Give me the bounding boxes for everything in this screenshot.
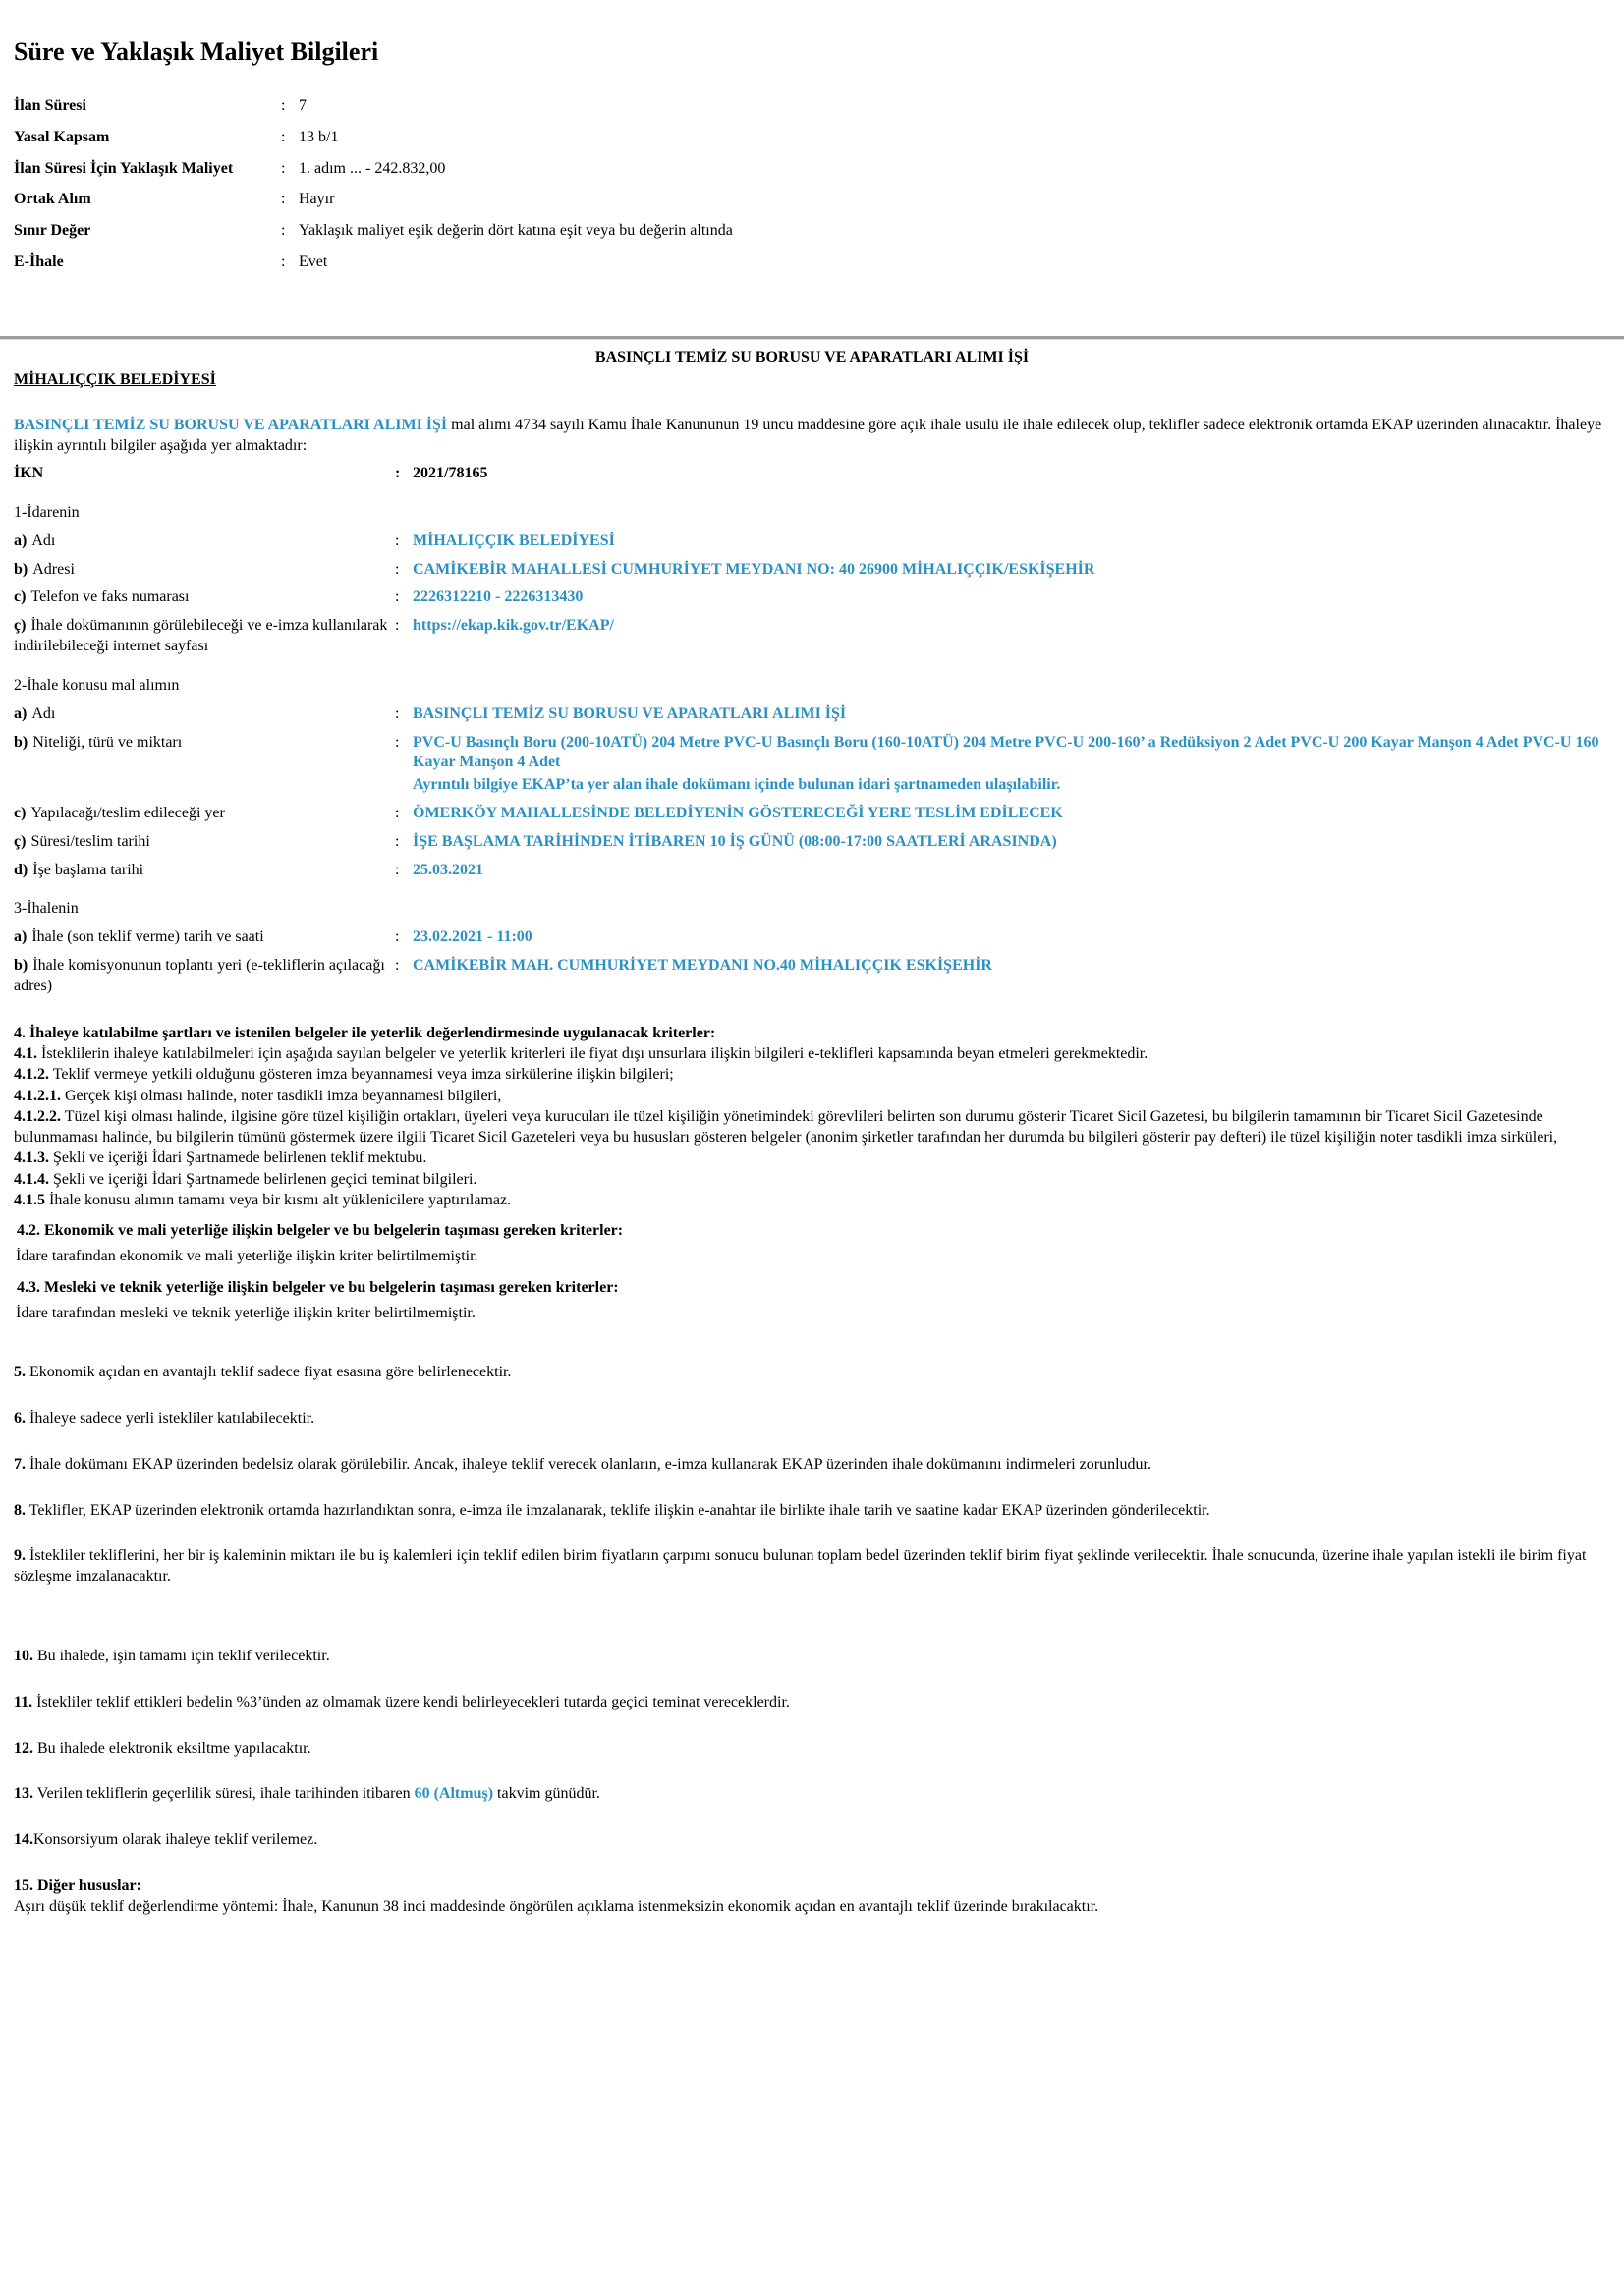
row-letter: ç) [14,617,27,635]
row-value: 7 [299,97,307,114]
colon-separator: : [395,704,400,722]
clause-4-1 [14,1043,1610,1064]
row-label-text: Niteliği, türü ve miktarı [32,733,183,751]
section4-heading: 4. İhaleye katılabilme şartları ve istenilen belgeler ile yeterlik değerlendirmesinde uygulanacak kriterler: [14,1024,716,1041]
colon-separator: : [281,128,286,145]
paragraph-text: İstekliler teklif ettikleri bedelin %3’ünden az olmamak üzere kendi belirleyecekleri tutarda geçici teminat vereceklerdir. [32,1693,790,1710]
row-label-text: Süresi/teslim tarihi [30,832,150,850]
row-letter: b) [14,733,28,751]
row-value: 13 b/1 [299,128,339,145]
paragraph-text: Bu ihalede, işin tamamı için teklif verilecektir. [33,1647,330,1664]
cost-row-ortak-alim [14,190,1610,210]
row-telefon-faks [14,588,1610,608]
paragraph-number: 6. [14,1410,26,1427]
clause-text: İhale konusu alımın tamamı veya bir kısmı alt yüklenicilere yaptırılamaz. [45,1191,512,1208]
row-label [14,861,395,881]
row-teslim-yeri [14,804,1610,824]
paragraph-text: takvim günüdür. [493,1785,600,1803]
clause-number: 4.1.2.1. [14,1087,61,1104]
row-label-text: Adresi [32,560,75,578]
row-label [14,956,395,997]
cost-row-ilan-suresi [14,96,1610,117]
section-idarenin [14,504,1610,657]
paragraph-number: 14. [14,1831,33,1849]
cost-row-e-ihale [14,252,1610,273]
clause-4-3-heading: 4.3. Mesleki ve teknik yeterliğe ilişkin belgeler ve bu belgelerin taşıması gereken kriterler: [17,1278,619,1296]
section-heading: 2-İhale konusu mal alımın [14,676,180,694]
colon-separator: : [395,957,400,975]
clause-4-2-text: İdare tarafından ekonomik ve mali yeterliğe ilişkin kriter belirtilmemiştir. [16,1248,478,1265]
row-label-text: Adı [31,532,56,549]
notice-title: BASINÇLI TEMİZ SU BORUSU VE APARATLARI ALIMI İŞİ [594,348,1030,365]
paragraph-number: 12. [14,1739,33,1757]
row-komisyon-toplanti-yeri [14,956,1610,997]
paragraph-text: İhale dokümanı EKAP üzerinden bedelsiz olarak görülebilir. Ancak, ihaleye teklif verecek olanların, e-imza kullanarak EKAP üzerinden ihale dokümanını indirmeleri zorunludur. [26,1455,1151,1473]
colon-separator: : [281,222,286,240]
row-value: Evet [299,252,328,270]
paragraph-6 [14,1409,1610,1429]
cost-info-section [14,37,1610,273]
ekap-url: https://ekap.kik.gov.tr/EKAP/ [413,617,614,635]
colon-separator: : [395,560,400,578]
colon-separator: : [395,832,400,850]
paragraph-text: Verilen tekliflerin geçerlilik süresi, ihale tarihinden itibaren [33,1785,415,1803]
clause-text: Şekli ve içeriği İdari Şartnamede belirlenen geçici teminat bilgileri. [49,1170,477,1188]
validity-days-highlight: 60 (Altmuş) [414,1785,494,1803]
paragraph-text: Teklifler, EKAP üzerinden elektronik ortamda hazırlandıktan sonra, e-imza ile imzalanarak, teklife ilişkin e-anahtar ile birlikte ihale tarih ve saatine kadar EKAP üzerinden gönderilecektir. [26,1501,1210,1519]
clause-number: 4.1. [14,1045,37,1063]
paragraph-14 [14,1830,1610,1851]
row-suresi-teslim-tarihi [14,832,1610,853]
colon-separator: : [395,804,400,821]
clause-4-1-2-1 [14,1086,1610,1106]
row-value: Hayır [299,191,335,208]
section-heading: 1-İdarenin [14,503,80,521]
row-label: Sınır Değer [14,222,91,240]
row-letter: a) [14,928,28,946]
row-value: 25.03.2021 [413,861,483,878]
colon-separator: : [281,97,286,114]
row-label [14,704,395,725]
colon-separator: : [395,532,400,549]
agency-line [14,366,1610,389]
colon-separator: : [395,465,401,481]
row-value-note: Ayrıntılı bilgiye EKAP’ta yer alan ihale dokümanı içinde bulunan idari şartnameden ulaşılabilir. [413,776,1061,794]
row-letter: a) [14,532,28,549]
row-label: Yasal Kapsam [14,128,110,145]
paragraph-9 [14,1546,1610,1588]
clause-4-1-4 [14,1169,1610,1190]
paragraph-10 [14,1647,1610,1667]
paragraph-text: Ekonomik açıdan en avantajlı teklif sadece fiyat esasına göre belirlenecektir. [26,1364,512,1381]
intro-paragraph [14,415,1610,456]
row-adi [14,704,1610,725]
clause-4-1-2 [14,1064,1610,1085]
row-ise-baslama-tarihi [14,861,1610,881]
colon-separator: : [281,191,286,208]
row-dokuman-internet-sayfasi [14,616,1610,657]
row-adi [14,532,1610,552]
paragraph-13 [14,1784,1610,1805]
paragraph-11 [14,1693,1610,1713]
row-value: ÖMERKÖY MAHALLESİNDE BELEDİYENİN GÖSTERECEĞİ YERE TESLİM EDİLECEK [413,804,1063,821]
row-label [14,560,395,581]
clause-4-1-2-2 [14,1106,1610,1148]
clause-text: Tüzel kişi olması halinde, ilgisine göre tüzel kişiliğin ortakları, üyeleri veya kurucuları ile tüzel kişiliğin yönetimindeki görevlileri belirten son durumu gösterir Ticaret Sicil Gazetesi, bu bilgilerin tamamının bir Ticaret Sicil Gazetesinde bulunmaması halinde, bu bilgilerin tümünü göstermek üzere ilgili Ticaret Sicil Gazeteleri veya bu hususları gösteren belgeler (anonim şirketler tarafından her durumda bu bilgileri gösterir pay defteri) ile tüzel kişiliğin noter tasdikli imza sirküleri, [14,1107,1558,1147]
row-letter: d) [14,861,28,878]
paragraph-number: 9. [14,1547,26,1565]
ikn-value: 2021/78165 [413,465,488,481]
paragraph-text: Konsorsiyum olarak ihaleye teklif verilemez. [33,1831,318,1849]
paragraph-5 [14,1363,1610,1383]
row-letter: b) [14,957,28,975]
row-label-text: İhale komisyonunun toplantı yeri (e-tekliflerin açılacağı adres) [14,957,385,994]
row-letter: ç) [14,832,27,850]
clause-number: 4.1.2.2. [14,1107,61,1125]
row-label [14,832,395,853]
row-value: CAMİKEBİR MAHALLESİ CUMHURİYET MEYDANI NO: 40 26900 MİHALIÇÇIK/ESKİŞEHİR [413,560,1095,578]
clause-4-3-text: İdare tarafından mesleki ve teknik yeterliğe ilişkin kriter belirtilmemiştir. [16,1304,476,1321]
row-label-text: İhale (son teklif verme) tarih ve saati [31,928,264,946]
row-letter: c) [14,804,27,821]
clause-number: 4.1.3. [14,1149,49,1167]
row-value: CAMİKEBİR MAH. CUMHURİYET MEYDANI NO.40 MİHALIÇÇIK ESKİŞEHİR [413,957,992,975]
colon-separator: : [281,159,286,177]
colon-separator: : [395,588,400,606]
row-label-text: Adı [31,704,56,722]
colon-separator: : [395,861,400,878]
clause-4-1-3 [14,1148,1610,1168]
row-value [413,733,1610,796]
paragraph-7 [14,1455,1610,1476]
paragraph-number: 5. [14,1364,26,1381]
row-label [14,616,395,657]
row-label [14,733,395,796]
paragraph-number: 10. [14,1647,33,1664]
row-label-text: İşe başlama tarihi [32,861,144,878]
intro-rest: mal alımı 4734 sayılı Kamu İhale Kanununun 19 uncu maddesine göre açık ihale usulü ile ihale edilecek olup, teklifler sadece elektronik ortamda EKAP üzerinden alınacaktır. İhaleye ilişkin ayrıntılı bilgiler aşağıda yer almaktadır: [14,416,1602,454]
row-label: İlan Süresi İçin Yaklaşık Maliyet [14,159,234,177]
cost-row-yaklasik-maliyet [14,159,1610,180]
row-value: Yaklaşık maliyet eşik değerin dört katına eşit veya bu değerin altında [299,222,733,240]
intro-lead: BASINÇLI TEMİZ SU BORUSU VE APARATLARI ALIMI İŞİ [14,416,448,433]
row-niteligi-turu-miktari [14,733,1610,796]
colon-separator: : [395,617,400,635]
clause-4-1-5 [14,1190,1610,1210]
row-label [14,927,395,948]
row-label [14,804,395,824]
row-value: 1. adım ... - 242.832,00 [299,159,446,177]
row-label: E-İhale [14,252,64,270]
row-ihale-tarih-saati [14,927,1610,948]
section-katilabilme-sartlari [14,1023,1610,1323]
colon-separator: : [395,928,400,946]
cost-row-yasal-kapsam [14,128,1610,148]
row-label-text: Yapılacağı/teslim edileceği yer [30,804,225,821]
paragraph-text: Bu ihalede elektronik eksiltme yapılacaktır. [33,1739,311,1757]
row-label-text: Telefon ve faks numarası [30,588,190,606]
clause-number: 4.1.4. [14,1170,49,1188]
row-letter: c) [14,588,27,606]
paragraph-number: 13. [14,1785,33,1803]
row-value: İŞE BAŞLAMA TARİHİNDEN İTİBAREN 10 İŞ GÜNÜ (08:00-17:00 SAATLERİ ARASINDA) [413,832,1057,850]
clause-text: Teklif vermeye yetkili olduğunu gösteren imza beyannamesi veya imza sirkülerine ilişkin bilgileri; [49,1066,674,1084]
cost-info-heading: Süre ve Yaklaşık Maliyet Bilgileri [14,37,379,66]
row-label [14,532,395,552]
row-value: BASINÇLI TEMİZ SU BORUSU VE APARATLARI ALIMI İŞİ [413,704,847,722]
section-ihale-konusu [14,677,1610,881]
paragraph-8 [14,1501,1610,1522]
section-ihalenin [14,900,1610,996]
row-value: 23.02.2021 - 11:00 [413,928,532,946]
colon-separator: : [395,733,400,751]
section-heading: 3-İhalenin [14,900,79,918]
paragraph-number: 7. [14,1455,26,1473]
ikn-row [14,464,1610,484]
row-adresi [14,560,1610,581]
clause-text: Gerçek kişi olması halinde, noter tasdikli imza beyannamesi bilgileri, [61,1087,502,1104]
row-value: 2226312210 - 2226313430 [413,588,584,606]
row-letter: a) [14,704,28,722]
paragraph-number: 8. [14,1501,26,1519]
ikn-label: İKN [14,465,44,481]
clause-number: 4.1.5 [14,1191,45,1208]
paragraph-text: İhaleye sadece yerli istekliler katılabilecektir. [26,1410,315,1427]
clause-number: 4.1.2. [14,1066,49,1084]
paragraph-15-text: Aşırı düşük teklif değerlendirme yöntemi: İhale, Kanunun 38 inci maddesinde öngörülen açıklama istenmeksizin ekonomik açıdan en avantajlı teklif üzerinde bırakılacaktır. [14,1897,1099,1915]
colon-separator: : [281,252,286,270]
cost-row-sinir-deger [14,221,1610,242]
row-letter: b) [14,560,28,578]
clause-4-2-heading: 4.2. Ekonomik ve mali yeterliğe ilişkin belgeler ve bu belgelerin taşıması gereken kriterler: [17,1222,624,1240]
row-value: MİHALIÇÇIK BELEDİYESİ [413,532,615,549]
row-label-text: İhale dokümanının görülebileceği ve e-imza kullanılarak indirilebileceği internet sayfası [14,617,388,654]
row-value-main: PVC-U Basınçlı Boru (200-10ATÜ) 204 Metre PVC-U Basınçlı Boru (160-10ATÜ) 204 Metre PVC-U 200-160’ a Redüksiyon 2 Adet PVC-U 200 Kayar Manşon 4 Adet PVC-U 160 Kayar Manşon 4 Adet [413,733,1599,771]
row-label [14,588,395,608]
clause-text: Şekli ve içeriği İdari Şartnamede belirlenen teklif mektubu. [49,1149,427,1167]
paragraph-text: İstekliler tekliflerini, her bir iş kaleminin miktarı ile bu iş kalemleri için teklif edilen birim fiyatların çarpımı sonucu bulunan toplam bedel üzerinden teklif birim fiyat şeklinde verilecektir. İhale sonucunda, üzerine ihale yapılan istekli ile birim fiyat sözleşme imzalanacaktır. [14,1547,1587,1586]
paragraph-12 [14,1739,1610,1760]
row-label: İlan Süresi [14,97,86,114]
clause-text: İsteklilerin ihaleye katılabilmeleri için aşağıda sayılan belgeler ve yeterlik kriterleri ile fiyat dışı unsurlara ilişkin bilgileri e-teklifleri kapsamında beyan etmeleri gerekmektedir. [37,1045,1148,1063]
horizontal-divider [0,336,1624,340]
general-provisions [14,1363,1610,1917]
paragraph-15-heading: 15. Diğer hususlar: [14,1876,141,1894]
paragraph-number: 11. [14,1693,33,1710]
row-label: Ortak Alım [14,191,91,208]
agency-name: MİHALIÇÇIK BELEDİYESİ [14,370,216,388]
